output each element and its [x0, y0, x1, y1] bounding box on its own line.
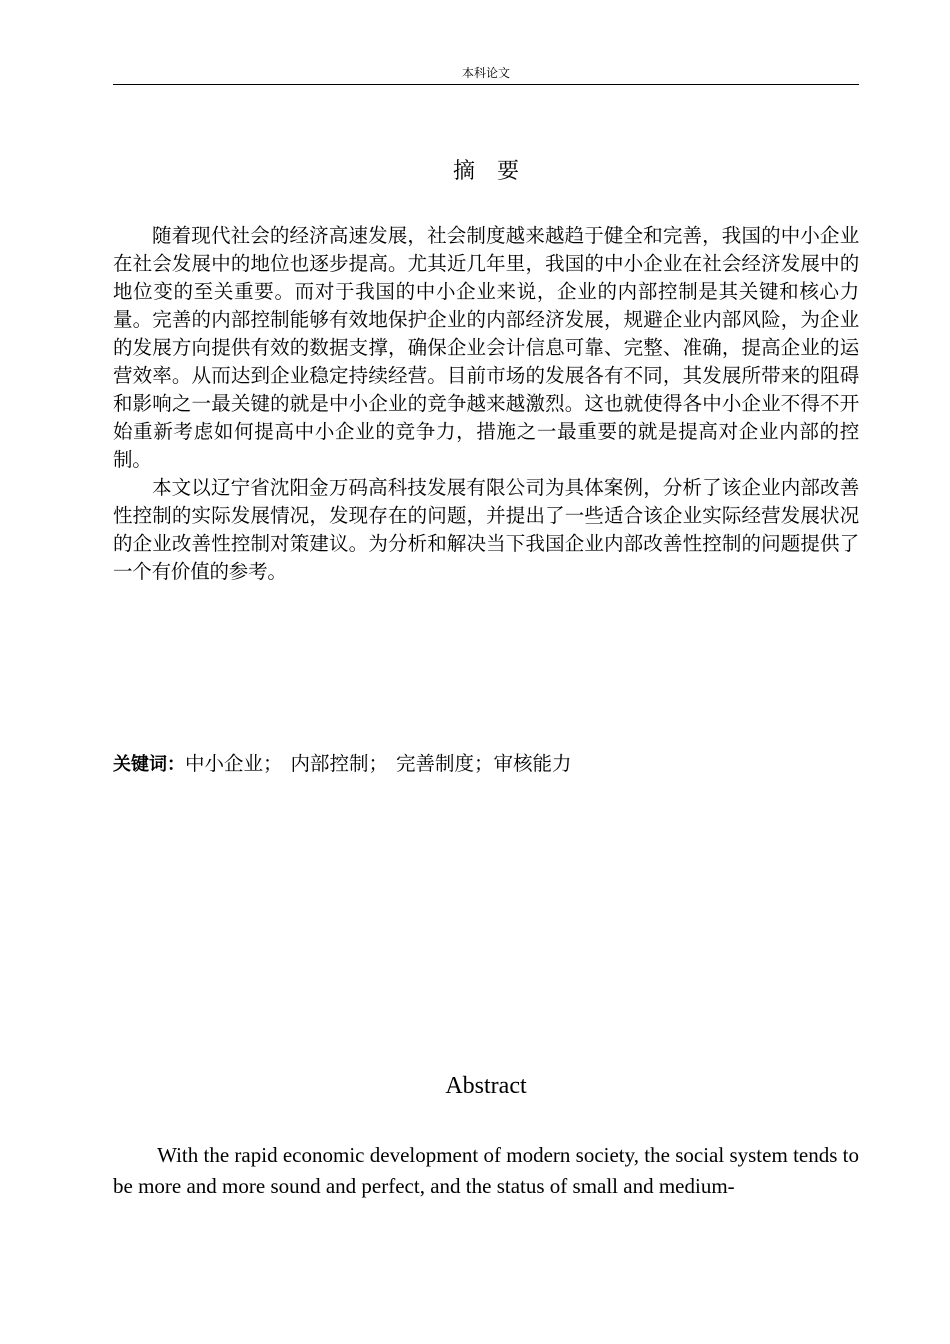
- abstract-cn-paragraph-1: 随着现代社会的经济高速发展，社会制度越来越趋于健全和完善，我国的中小企业在社会发展中的地位也逐步提高。尤其近几年里，我国的中小企业在社会经济发展中的地位变的至关重要。而对于我国的中小企业来说，企业的内部控制是其关键和核心力量。完善的内部控制能够有效地保护企业的内部经济发展，规避企业内部风险，为企业的发展方向提供有效的数据支撑，确保企业会计信息可靠、完整、准确，提高企业的运营效率。从而达到企业稳定持续经营。目前市场的发展各有不同，其发展所带来的阻碍和影响之一最关键的就是中小企业的竞争越来越激烈。这也就使得各中小企业不得不开始重新考虑如何提高中小企业的竞争力，措施之一最重要的就是提高对企业内部的控制。: [113, 224, 859, 471]
- keyword-item: 完善制度；审核能力: [396, 752, 572, 775]
- keywords-label: 关键词：: [113, 754, 185, 775]
- abstract-title-cn: [113, 156, 859, 188]
- running-header: [113, 66, 859, 85]
- header-label: 本科论文: [461, 66, 510, 80]
- abstract-body-cn: [113, 222, 859, 586]
- abstract-title-cn-part2: 要: [497, 159, 520, 184]
- keyword-item: 内部控制；: [290, 752, 389, 775]
- abstract-cn-paragraph-2: 本文以辽宁省沈阳金万码高科技发展有限公司为具体案例，分析了该企业内部改善性控制的实际发展情况，发现存在的问题，并提出了一些适合该企业实际经营发展状况的企业改善性控制对策建议。为分析和解决当下我国企业内部改善性控制的问题提供了一个有价值的参考。: [113, 476, 859, 583]
- abstract-en-paragraph-1: With the rapid economic development of modern society, the social system tends to be more and more sound and perfect, and the status of small and medium-: [113, 1143, 859, 1198]
- keyword-item: 中小企业；: [185, 752, 283, 775]
- abstract-title-cn-part1: 摘: [452, 159, 475, 184]
- keywords-line: [113, 749, 859, 780]
- abstract-body-en: [113, 1140, 859, 1202]
- abstract-title-en: Abstract: [445, 1073, 527, 1099]
